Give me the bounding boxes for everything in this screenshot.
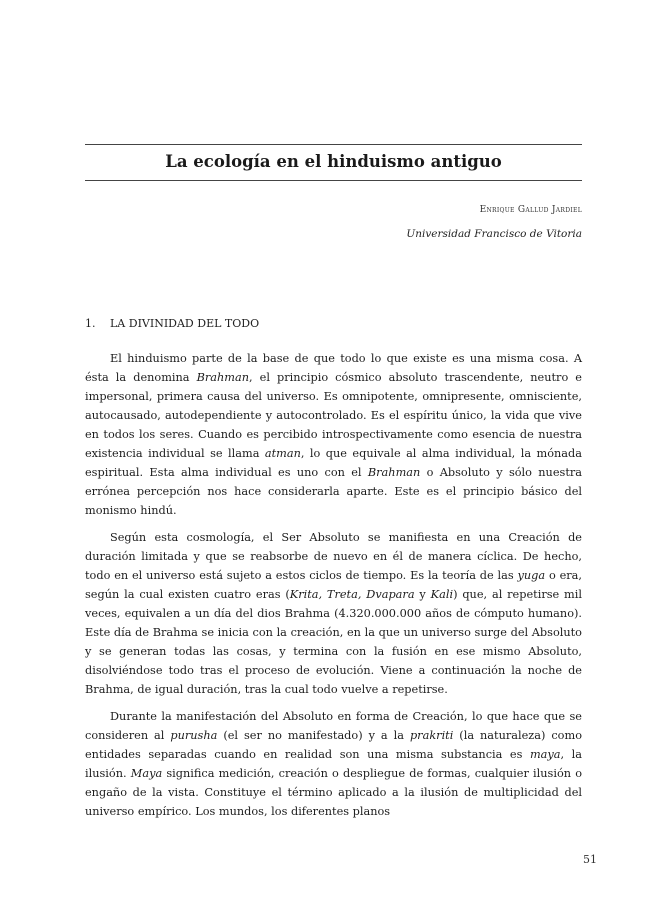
page-number: 51: [583, 853, 597, 866]
title-rule-top: [85, 144, 582, 145]
section-title: LA DIVINIDAD DEL TODO: [110, 317, 260, 330]
article-title: La ecología en el hinduismo antiguo: [165, 152, 502, 171]
author-name: Enrique Gallud Jardiel: [479, 205, 582, 215]
section-number: 1.: [85, 317, 96, 330]
author-affiliation: Universidad Francisco de Vitoria: [406, 228, 582, 240]
paragraph: El hinduismo parte de la base de que todo lo que existe es una misma cosa. A ésta la denomina Brahman, el principio cósmico absoluto trascendente, neutro e impersonal, primera causa del universo. Es omnipotente, omnipresente, omnisciente, autocausado, autodependiente y autocontrolado. Es el espíritu único, la vida que vive en todos los seres. Cuando es percibido introspectivamente como esencia de nuestra existencia individual se llama atman, lo que equivale al alma individual, la mónada espiritual. Esta alma individual es uno con el Brahman o Absoluto y sólo nuestra errónea percepción nos hace considerarla aparte. Este es el principio básico del monismo hindú.: [85, 352, 582, 517]
section-heading: [85, 317, 259, 330]
body-text: [85, 349, 582, 829]
paragraph: Durante la manifestación del Absoluto en forma de Creación, lo que hace que se consideren al purusha (el ser no manifestado) y a la prakriti (la naturaleza) como entidades separadas cuando en realidad son una misma substancia es maya, la ilusión. Maya significa medición, creación o despliegue de formas, cualquier ilusión o engaño de la vista. Constituye el término aplicado a la ilusión de multiplicidad del universo empírico. Los mundos, los diferentes planos: [85, 710, 582, 818]
paragraph: Según esta cosmología, el Ser Absoluto se manifiesta en una Creación de duración limitada y que se reabsorbe de nuevo en él de manera cíclica. De hecho, todo en el universo está sujeto a estos ciclos de tiempo. Es la teoría de las yuga o era, según la cual existen cuatro eras (Krita, Treta, Dvapara y Kali) que, al repetirse mil veces, equivalen a un día del dios Brahma (4.320.000.000 años de cómputo humano). Este día de Brahma se inicia con la creación, en la que un universo surge del Absoluto y se generan todas las cosas, y termina con la fusión en ese mismo Absoluto, disolviéndose todo tras el proceso de evolución. Viene a continuación la noche de Brahma, de igual duración, tras la cual todo vuelve a repetirse.: [85, 531, 582, 696]
title-rule-bottom: [85, 180, 582, 181]
